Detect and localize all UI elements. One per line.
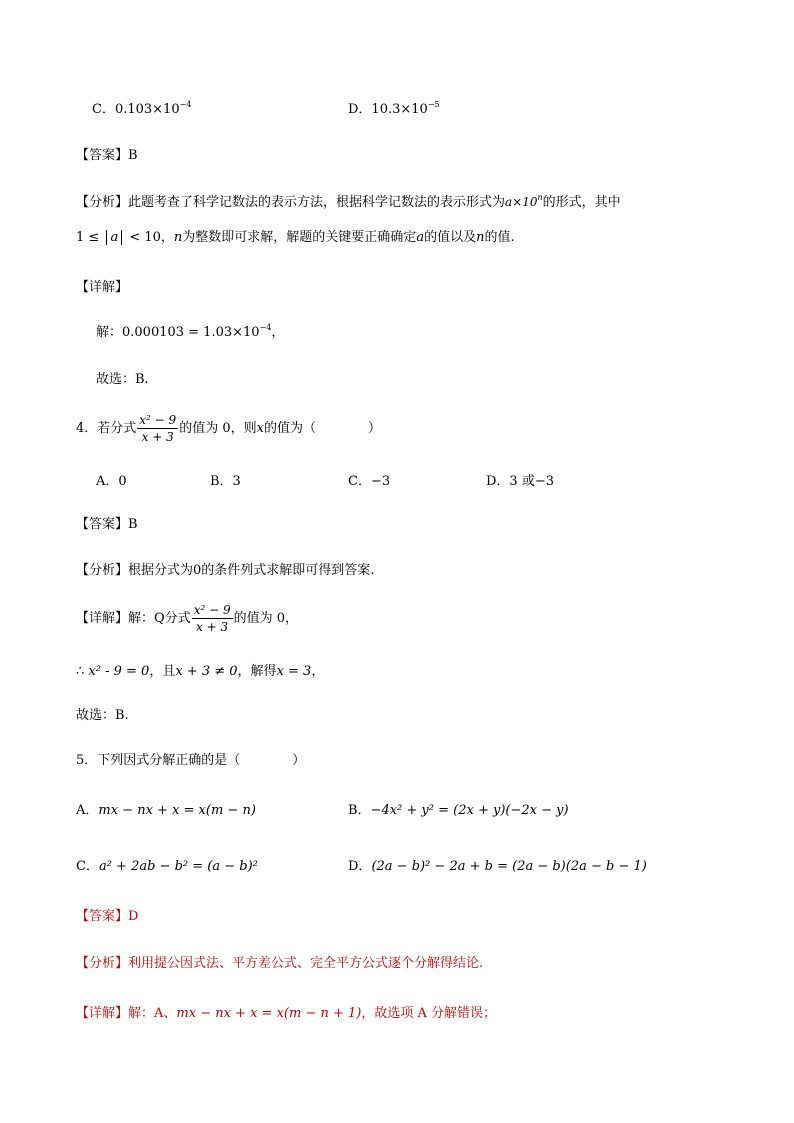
answer-label: 【答案】	[76, 148, 129, 163]
q5-option-c: C．a² + 2ab − b² = (a − b)²	[76, 859, 258, 874]
q4-detail-line2: ∴ x² - 9 = 0，且x + 3 ≠ 0，解得x = 3，	[76, 664, 325, 679]
answer-value: B	[128, 148, 138, 163]
q3-detail-label: 【详解】	[76, 280, 129, 295]
q4-analysis: 【分析】根据分式为0的条件列式求解即可得到答案.	[76, 563, 375, 578]
q3-detail-line2: 故选：B.	[96, 372, 149, 387]
q5-answer: 【答案】D	[76, 909, 139, 924]
q4-option-b: B．3	[210, 474, 241, 489]
q4-fraction: $\frac{\text{x² − 9}}{x + 3}$	[139, 413, 177, 444]
q4-detail-line3: 故选：B.	[76, 708, 129, 723]
q4-answer: 【答案】B	[76, 517, 138, 532]
q5-option-b: B．−4x² + y² = (2x + y)(−2x − y)	[348, 803, 569, 818]
q4-stem: 4．若分式 $\frac{\text{x² − 9}}{x + 3}$ 的值为 0，则x的值为（ ）	[76, 413, 381, 444]
analysis-label: 【分析】	[76, 195, 129, 210]
q3-answer	[76, 146, 138, 166]
q4-option-c: C．−3	[348, 474, 391, 489]
q5-stem: 5．下列因式分解正确的是（ ）	[76, 753, 306, 768]
q5-analysis: 【分析】利用提公因式法、平方差公式、完全平方公式逐个分解得结论.	[76, 956, 484, 971]
q5-option-d: D．(2a − b)² − 2a + b = (2a − b)(2a − b − 1)	[348, 859, 647, 874]
q5-detail: 【详解】解：A、mx − nx + x = x(m − n + 1)，故选项 A 分解错误；	[76, 1006, 496, 1021]
q3-analysis-line2: 1 ≤ a < 10，n为整数即可求解，解题的关键要正确确定a的值以及n的值.	[76, 230, 515, 245]
q3-option-c: C．$0.103\times 10^{-4}$	[92, 100, 192, 117]
q3-detail-line1: 解：$0.000103 = 1.03\times 10^{-4}$，	[96, 323, 285, 340]
q5-option-a: A．mx − nx + x = x(m − n)	[76, 803, 256, 818]
q4-detail-line1: 【详解】解：Q分式 $\frac{\text{x² − 9}}{x + 3}$ 的值为 0，	[76, 603, 298, 634]
q4-option-d: D．3 或−3	[486, 474, 554, 489]
q3-analysis-line1: 【分析】此题考查了科学记数法的表示方法，根据科学记数法的表示形式为$a\times 10^n$的形式，其中	[76, 193, 621, 210]
q3-option-d: D．$10.3\times 10^{-5}$	[348, 100, 440, 117]
q4-option-a: A．0	[96, 474, 127, 489]
